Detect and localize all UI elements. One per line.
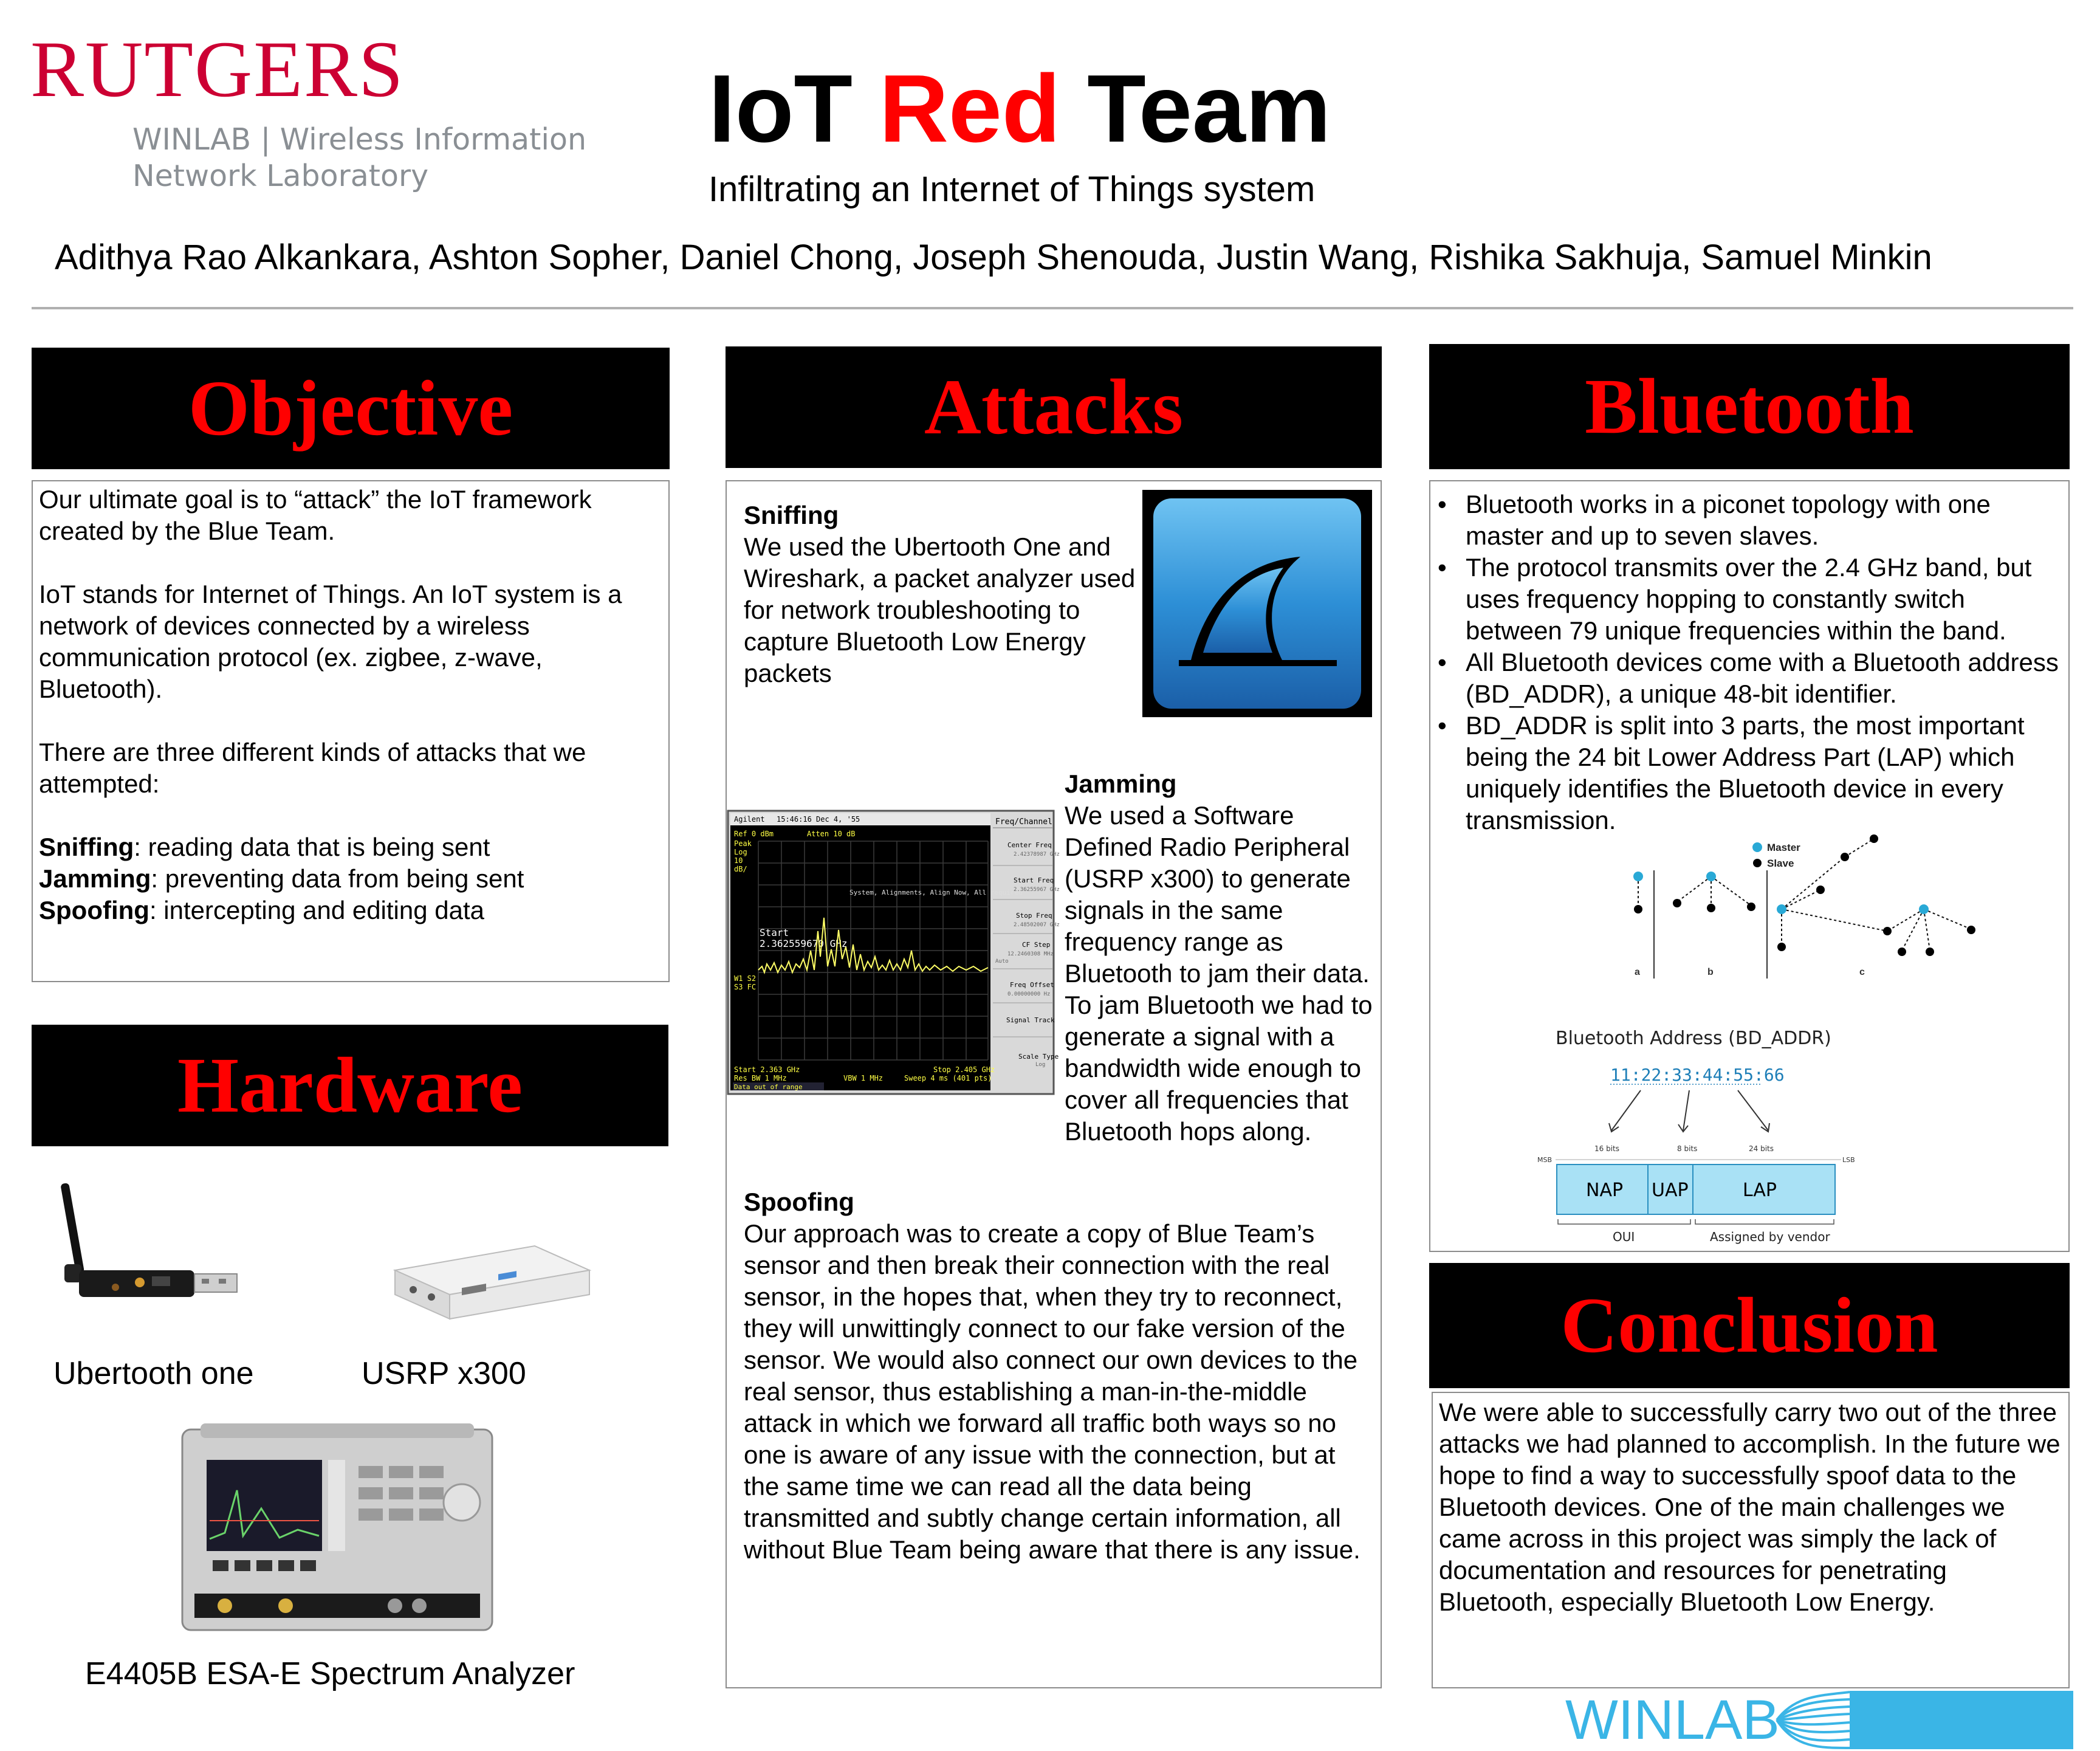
spectrum-atten: Atten 10 dB	[807, 830, 856, 838]
conclusion-heading: Conclusion	[1560, 1282, 1938, 1369]
legend-slave: Slave	[1767, 858, 1794, 869]
spectrum-softkey: Scale Type	[1018, 1053, 1059, 1061]
hardware-heading: Hardware	[177, 1042, 523, 1129]
bd-addr-lsb: LSB	[1842, 1156, 1855, 1164]
topology-label-b: b	[1707, 967, 1714, 977]
jamming-text: We used a Software Defined Radio Peripheral (USRP x300) to generate signals in the same frequency range as Bluetooth to jam their data. To jam Bluetooth we had to generate a signal with a bandwidth wide enough to cover all frequencies that Bluetooth hops along.	[1065, 801, 1373, 1146]
sniffing-title: Sniffing	[744, 501, 839, 529]
spectrum-side-title: Freq/Channel	[995, 817, 1052, 827]
bd-addr-value: 11:22:33:44:55:66	[1610, 1065, 1785, 1085]
spectrum-status: Data out of range	[734, 1083, 803, 1091]
logo-line-2: Network Laboratory	[132, 159, 429, 193]
poster-title	[709, 55, 1331, 162]
title-part-1: IoT	[709, 55, 879, 162]
attack-type-desc: : reading data that is being sent	[134, 833, 490, 861]
bd-addr-diagram	[1537, 1019, 1865, 1250]
spectrum-ref: Ref 0 dBm	[734, 830, 774, 838]
hardware-banner	[32, 1025, 668, 1146]
spectrum-res-bw: Res BW 1 MHz	[734, 1074, 787, 1082]
topology-label-c: c	[1859, 967, 1865, 977]
conclusion-banner	[1429, 1263, 2070, 1388]
usrp-label: USRP x300	[362, 1356, 526, 1391]
objective-banner	[32, 348, 670, 469]
piconet-topology-diagram	[1616, 833, 1993, 985]
bd-addr-bits-lap: 24 bits	[1749, 1144, 1774, 1153]
conclusion-box	[1432, 1392, 2070, 1688]
spectrum-softkey: Start Freq	[1014, 876, 1054, 884]
bd-addr-bits-uap: 8 bits	[1677, 1144, 1698, 1153]
spectrum-softkey: Stop Freq	[1016, 912, 1052, 920]
winlab-wordmark: WINLAB	[1565, 1689, 1780, 1751]
spectrum-softkey: Center Freq	[1007, 841, 1052, 849]
spectrum-cf-step-mode: Auto	[995, 958, 1009, 965]
header-divider	[32, 307, 2073, 309]
bd-addr-title: Bluetooth Address (BD_ADDR)	[1556, 1028, 1831, 1049]
spectrum-analyzer-label: E4405B ESA-E Spectrum Analyzer	[85, 1656, 575, 1691]
bluetooth-heading: Bluetooth	[1585, 363, 1914, 450]
sniffing-text: We used the Ubertooth One and Wireshark, a packet analyzer used for network troubleshooting to capture Bluetooth Low Energy packets	[744, 532, 1136, 687]
winlab-footer-logo	[1565, 1691, 2076, 1749]
author-list: Adithya Rao Alkankara, Ashton Sopher, Daniel Chong, Joseph Shenouda, Justin Wang, Rishika Sakhuja, Samuel Minkin	[55, 238, 1932, 277]
spectrum-message: System, Alignments, Align Now, All required	[849, 889, 1023, 896]
bluetooth-bullet: • All Bluetooth devices come with a Bluetooth address (BD_ADDR), a unique 48-bit identifier.	[1438, 647, 2061, 710]
spectrum-db-div: 10	[734, 856, 743, 865]
topology-label-a: a	[1635, 967, 1640, 977]
objective-heading: Objective	[188, 365, 513, 452]
bd-addr-uap: UAP	[1652, 1180, 1689, 1201]
winlab-wave-graphic	[1777, 1691, 2073, 1749]
logo-line-1: WINLAB | Wireless Information	[132, 122, 587, 157]
attack-type-term: Sniffing	[39, 833, 134, 861]
spectrum-side-label: W1 S2	[734, 974, 757, 983]
spectrum-softkey: Freq Offset	[1010, 981, 1054, 989]
spectrum-side-label: S3 FC	[734, 983, 757, 991]
spoofing-title: Spoofing	[744, 1188, 854, 1216]
bluetooth-bullet: • Bluetooth works in a piconet topology with one master and up to seven slaves.	[1438, 489, 2061, 552]
poster-subtitle: Infiltrating an Internet of Things system	[709, 170, 1316, 209]
spoofing-text: Our approach was to create a copy of Blue Team’s sensor and then break their connection with the real sensor, in the hopes that, when they try to reconnect, they will unwittingly connect to our fake version of the sensor. We would also connect our own devices to the real sensor, thus establishing a man-in-the-middle attack in which we forward all traffic both ways so no one is aware of any issue with the connection, but at the same time we can read all the data being transmitted and subtly change certain information, all without Blue Team being aware that there is any issue.	[744, 1219, 1361, 1564]
bluetooth-bullet-list	[1430, 481, 2068, 836]
attack-type-desc: : intercepting and editing data	[149, 896, 485, 924]
legend-master: Master	[1767, 842, 1800, 853]
attacks-banner	[726, 346, 1382, 468]
bd-addr-bits-nap: 16 bits	[1594, 1144, 1619, 1153]
title-part-3: Team	[1060, 55, 1331, 162]
spectrum-softkey-value: 2.42378987 GHz	[1014, 851, 1060, 858]
spectrum-marker-label: Start	[760, 927, 789, 938]
winlab-logo-text	[132, 122, 586, 194]
spectrum-sweep: Sweep 4 ms (401 pts)	[904, 1074, 992, 1082]
spectrum-vbw: VBW 1 MHz	[843, 1074, 884, 1082]
spectrum-brand: Agilent	[734, 815, 765, 824]
objective-paragraph-3: There are three different kinds of attacks that we attempted:	[39, 738, 586, 798]
spectrum-stop: Stop 2.405 GHz	[933, 1065, 995, 1074]
spectrum-softkey-value: 0.00000000 Hz	[1007, 991, 1051, 997]
conclusion-text: We were able to successfully carry two out of the three attacks we had planned to accomplish. In the future we hope to find a way to successfully spoof data to the Bluetooth devices. One of the main challenges we came across in this project was simply the lack of documentation and resources for penetrating Bluetooth, especially Bluetooth Low Energy.	[1439, 1398, 2061, 1616]
objective-paragraph-1: Our ultimate goal is to “attack” the IoT framework created by the Blue Team.	[39, 485, 592, 545]
bd-addr-vendor: Assigned by vendor	[1710, 1230, 1830, 1244]
spectrum-softkey-value: 2.36255967 GHz	[1014, 887, 1060, 893]
spectrum-screenshot	[728, 811, 1060, 1094]
spectrum-softkey-value: 12.2460308 MHz	[1007, 951, 1054, 957]
bd-addr-nap: NAP	[1586, 1180, 1624, 1201]
bd-addr-lap: LAP	[1743, 1180, 1777, 1201]
attack-type-item	[39, 831, 662, 863]
objective-box	[32, 480, 670, 982]
spectrum-softkey-value: Log	[1035, 1062, 1046, 1068]
attack-type-list	[39, 831, 662, 926]
jamming-title: Jamming	[1065, 769, 1177, 798]
rutgers-wordmark: RUTGERS	[30, 24, 405, 114]
bluetooth-bullet: • BD_ADDR is split into 3 parts, the most important being the 24 bit Lower Address Part (LAP) which uniquely identifies the Bluetooth device in every transmission.	[1438, 710, 2061, 836]
ubertooth-label: Ubertooth one	[53, 1356, 254, 1391]
sniffing-section	[744, 500, 1139, 689]
rutgers-winlab-logo	[30, 23, 587, 205]
spectrum-marker-value: 2.362559670 GHz	[760, 938, 848, 949]
attack-type-term: Jamming	[39, 864, 151, 893]
spoofing-section	[744, 1186, 1370, 1566]
attack-type-item	[39, 895, 662, 926]
spectrum-start: Start 2.363 GHz	[734, 1065, 800, 1074]
bd-addr-oui: OUI	[1613, 1230, 1635, 1244]
spectrum-analyzer-image	[176, 1417, 498, 1642]
bluetooth-banner	[1429, 344, 2070, 469]
spectrum-db-unit: dB/	[734, 865, 747, 873]
spectrum-softkey: CF Step	[1022, 941, 1051, 949]
attack-type-desc: : preventing data from being sent	[151, 864, 524, 893]
spectrum-softkey: Signal Track	[1006, 1016, 1055, 1024]
spectrum-softkey-value: 2.48502007 GHz	[1014, 922, 1060, 928]
usrp-image	[383, 1234, 595, 1325]
spectrum-peak: Peak	[734, 839, 752, 848]
spectrum-log: Log	[734, 848, 747, 856]
attack-type-item	[39, 863, 662, 895]
title-part-red: Red	[879, 55, 1061, 162]
spectrum-time: 15:46:16 Dec 4, '55	[777, 815, 860, 824]
ubertooth-image	[49, 1179, 249, 1325]
attacks-heading: Attacks	[924, 363, 1184, 451]
wireshark-logo	[1142, 490, 1372, 717]
attack-type-term: Spoofing	[39, 896, 149, 924]
jamming-section	[1065, 768, 1381, 1147]
objective-paragraph-2: IoT stands for Internet of Things. An IoT system is a network of devices connected by a wireless communication protocol (ex. zigbee, z-wave, Bluetooth).	[39, 580, 622, 703]
bluetooth-bullet: • The protocol transmits over the 2.4 GHz band, but uses frequency hopping to constantly switch between 79 unique frequencies within the band.	[1438, 552, 2061, 647]
bd-addr-msb: MSB	[1537, 1156, 1553, 1164]
